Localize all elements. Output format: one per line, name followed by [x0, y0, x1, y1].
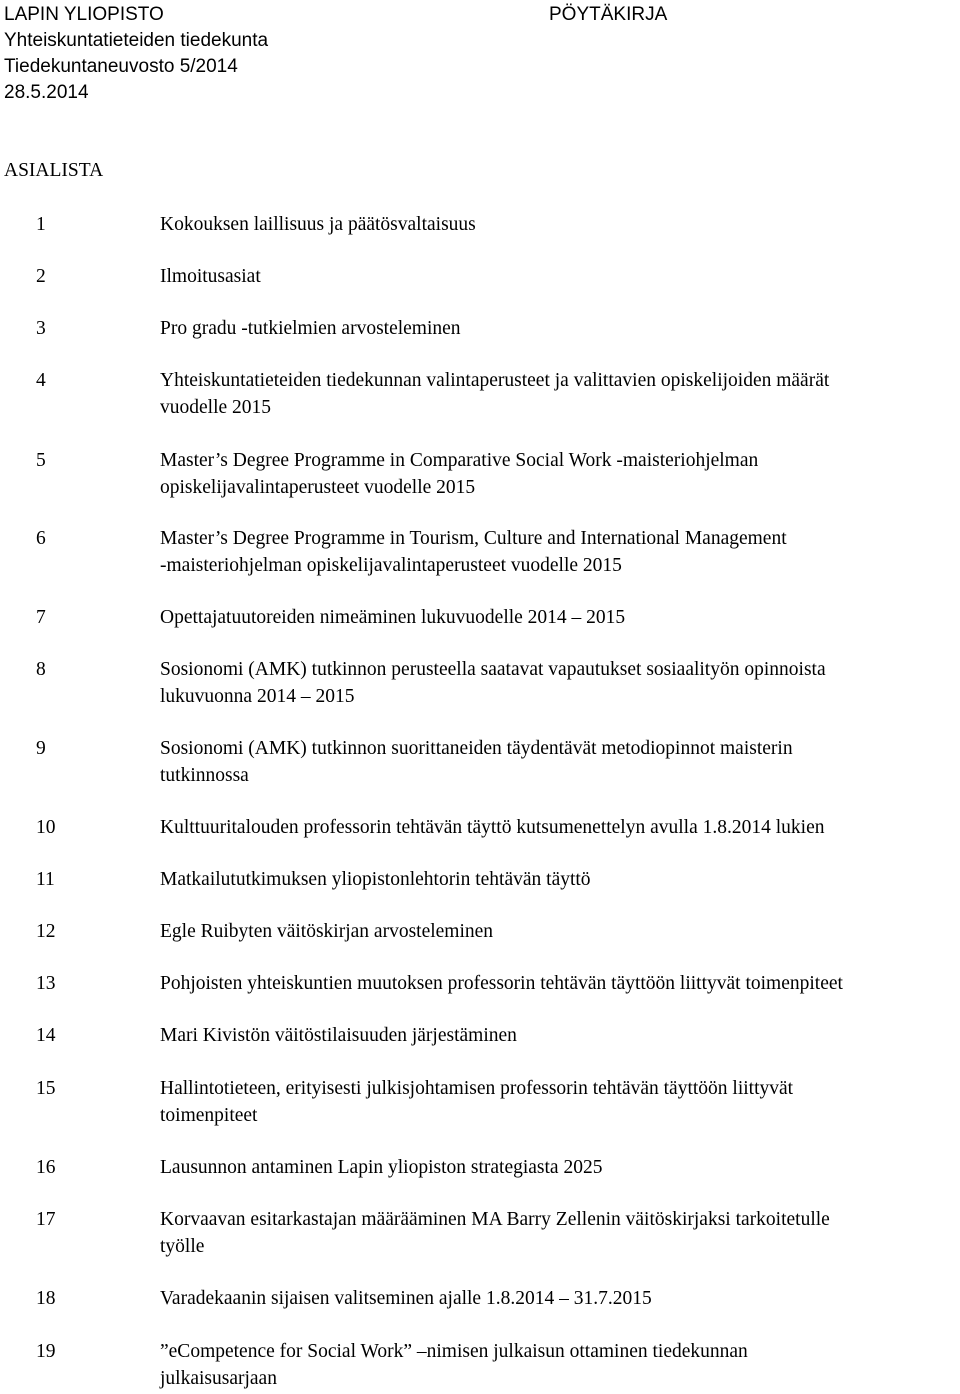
agenda-item-text [160, 1023, 960, 1050]
agenda-item-line: Kulttuuritalouden professorin tehtävän täyttö kutsumenettelyn avulla 1.8.2014 lukien [160, 817, 825, 838]
agenda-item-line: opiskelijavalintaperusteet vuodelle 2015 [160, 476, 476, 498]
university-name: LAPIN YLIOPISTO [4, 4, 164, 25]
agenda-item-text [160, 657, 960, 710]
agenda-item-text [160, 264, 960, 291]
agenda-item-text [160, 1207, 960, 1260]
agenda-item-number: 6 [36, 528, 46, 549]
agenda-title: ASIALISTA [4, 160, 104, 181]
agenda-item-line: Sosionomi (AMK) tutkinnon perusteella saatavat vapautukset sosiaalityön opinnoista [160, 659, 826, 680]
agenda-item-line: Sosionomi (AMK) tutkinnon suorittaneiden täydentävät metodiopinnot maisterin [160, 738, 793, 759]
agenda-item-number: 11 [36, 869, 55, 890]
agenda-item-text [160, 971, 960, 998]
agenda-item-text [160, 605, 960, 632]
agenda-item-line: ”eCompetence for Social Work” –nimisen julkaisun ottaminen tiedekunnan [160, 1341, 748, 1362]
agenda-item-text [160, 1155, 960, 1182]
agenda-item-text [160, 919, 960, 946]
agenda-item-line: tutkinnossa [160, 764, 249, 786]
agenda-item-line: Pro gradu -tutkielmien arvosteleminen [160, 318, 461, 339]
agenda-item-line: Hallintotieteen, erityisesti julkisjohtamisen professorin tehtävän täyttöön liittyvät [160, 1078, 794, 1099]
agenda-item-number: 18 [36, 1288, 56, 1309]
document-type: PÖYTÄKIRJA [549, 4, 668, 25]
agenda-item-line: vuodelle 2015 [160, 396, 272, 418]
agenda-item-text [160, 526, 960, 579]
document-header [4, 2, 268, 106]
agenda-item-number: 2 [36, 266, 46, 287]
agenda-item-number: 12 [36, 921, 56, 942]
agenda-item-text [160, 1286, 960, 1313]
agenda-item-line: Korvaavan esitarkastajan määrääminen MA Barry Zellenin väitöskirjaksi tarkoitetulle [160, 1209, 830, 1230]
agenda-item-number: 16 [36, 1157, 56, 1178]
agenda-item-line: Opettajatuutoreiden nimeäminen lukuvuodelle 2014 – 2015 [160, 607, 626, 628]
agenda-item-line: Kokouksen laillisuus ja päätösvaltaisuus [160, 214, 476, 235]
agenda-item-text [160, 867, 960, 894]
agenda-item-number: 10 [36, 817, 56, 838]
agenda-item-line: työlle [160, 1235, 205, 1257]
agenda-item-line: Pohjoisten yhteiskuntien muutoksen professorin tehtävän täyttöön liittyvät toimenpiteet [160, 973, 843, 994]
agenda-item-text [160, 448, 960, 501]
agenda-item-line: lukuvuonna 2014 – 2015 [160, 685, 355, 707]
agenda-item-line: Varadekaanin sijaisen valitseminen ajalle 1.8.2014 – 31.7.2015 [160, 1288, 652, 1309]
meeting-date: 28.5.2014 [4, 82, 89, 103]
agenda-item-text [160, 212, 960, 239]
agenda-item-line: toimenpiteet [160, 1104, 258, 1126]
agenda-item-number: 7 [36, 607, 46, 628]
agenda-item-text [160, 368, 960, 421]
agenda-item-line: julkaisusarjaan [160, 1367, 277, 1389]
agenda-item-line: -maisteriohjelman opiskelijavalintaperusteet vuodelle 2015 [160, 554, 622, 576]
agenda-item-line: Master’s Degree Programme in Comparative Social Work -maisteriohjelman [160, 450, 759, 471]
agenda-item-number: 14 [36, 1025, 56, 1046]
agenda-item-line: Master’s Degree Programme in Tourism, Culture and International Management [160, 528, 787, 549]
agenda-item-line: Ilmoitusasiat [160, 266, 261, 287]
agenda-item-line: Lausunnon antaminen Lapin yliopiston strategiasta 2025 [160, 1157, 603, 1178]
agenda-item-number: 15 [36, 1078, 56, 1099]
agenda-item-text [160, 316, 960, 343]
agenda-item-line: Egle Ruibyten väitöskirjan arvosteleminen [160, 921, 494, 942]
agenda-item-text [160, 815, 960, 842]
agenda-item-number: 9 [36, 738, 46, 759]
agenda-item-number: 5 [36, 450, 46, 471]
agenda-item-text [160, 1076, 960, 1129]
agenda-item-number: 3 [36, 318, 46, 339]
agenda-item-number: 8 [36, 659, 46, 680]
council-meeting: Tiedekuntaneuvosto 5/2014 [4, 56, 238, 77]
agenda-item-number: 19 [36, 1341, 56, 1362]
agenda-item-line: Matkailututkimuksen yliopistonlehtorin tehtävän täyttö [160, 869, 591, 890]
agenda-item-text [160, 736, 960, 789]
agenda-item-number: 1 [36, 214, 46, 235]
agenda-item-text [160, 1339, 960, 1392]
faculty-name: Yhteiskuntatieteiden tiedekunta [4, 30, 269, 51]
agenda-item-number: 13 [36, 973, 56, 994]
agenda-item-number: 17 [36, 1209, 56, 1230]
agenda-item-line: Mari Kivistön väitöstilaisuuden järjestäminen [160, 1025, 517, 1046]
agenda-item-number: 4 [36, 370, 46, 391]
agenda-item-line: Yhteiskuntatieteiden tiedekunnan valintaperusteet ja valittavien opiskelijoiden määrät [160, 370, 830, 391]
